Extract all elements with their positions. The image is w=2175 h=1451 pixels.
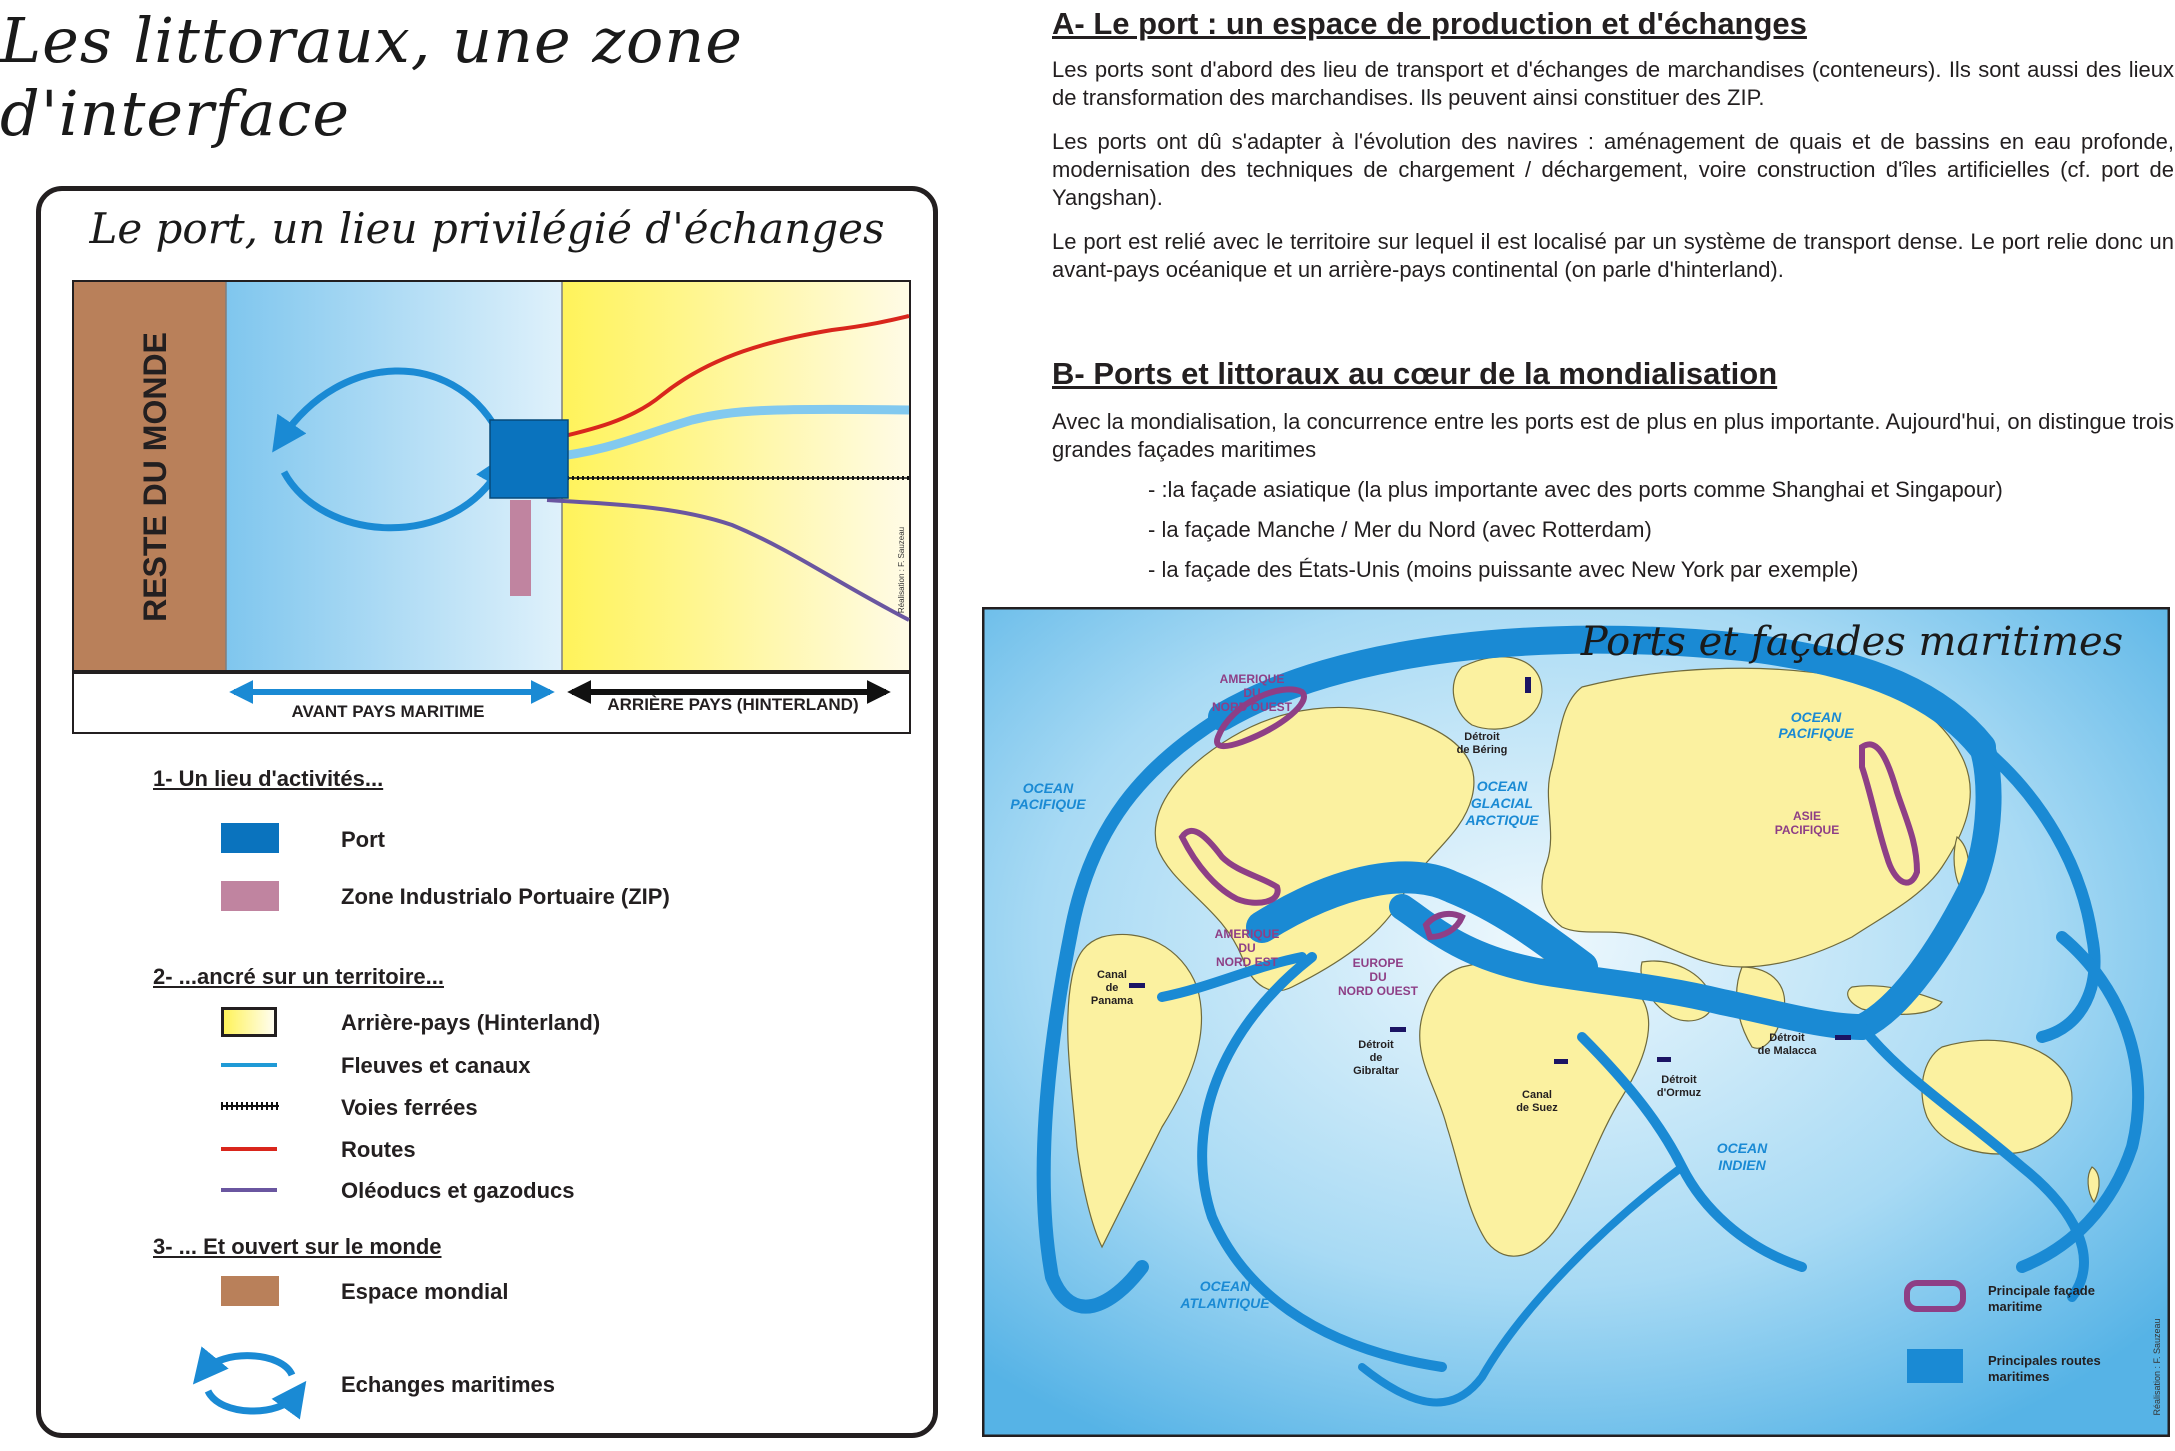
- ocean-label-atlantic: OCEAN: [1199, 1278, 1251, 1294]
- facade-label-ne-america-3: NORD EST: [1215, 955, 1279, 969]
- ocean-label-pacific-east: OCEAN: [1790, 709, 1842, 725]
- strait-label-suez: Canal: [1522, 1089, 1552, 1101]
- ocean-label-arctic: OCEAN: [1476, 778, 1528, 794]
- strait-label-suez-2: de Suez: [1516, 1102, 1558, 1114]
- facade-label-nw-america-3: NORD OUEST: [1211, 700, 1293, 714]
- exchange-cycle-icon: [192, 1345, 308, 1421]
- zip-block: [510, 500, 531, 596]
- facade-label-nw-america-2: DU: [1243, 686, 1261, 700]
- facade-label-nw-europe: EUROPE: [1352, 956, 1404, 970]
- strait-label-panama: Canal: [1097, 969, 1127, 981]
- strait-label-gibraltar-3: Gibraltar: [1353, 1065, 1399, 1077]
- facade-label-ne-america: AMERIQUE: [1214, 927, 1280, 941]
- map-credit: Réalisation : F. Sauzeau: [2152, 1318, 2162, 1416]
- legend-swatch-port: [221, 823, 279, 853]
- legend-label-routes: Principales routes: [1988, 1353, 2101, 1368]
- port-diagram: [72, 280, 911, 734]
- facade-label-ne-america-2: DU: [1238, 941, 1256, 955]
- section-a-paragraph-2: Les ports ont dû s'adapter à l'évolution des navires : aménagement de quais et de bassins en eau profonde, modernisation des techniques de chargement / déchargement, voire construction d'îles artificielles (cf. port de Yangshan).: [1052, 129, 2174, 210]
- facade-bullet-usa: - la façade des États-Unis (moins puissante avec New York par exemple): [1148, 557, 1859, 582]
- section-b-intro: Avec la mondialisation, la concurrence entre les ports est de plus en plus importante. Aujourd'hui, on distingue trois grandes façades maritimes: [1052, 409, 2174, 462]
- legend-swatch-railway: [221, 1099, 279, 1113]
- diagram-credit: Réalisation : F. Sauzeau: [897, 526, 906, 614]
- ocean-label-pacific-east-2: PACIFIQUE: [1778, 725, 1854, 741]
- legend-swatch-zip: [221, 881, 279, 911]
- legend-swatch-rivers: [221, 1063, 277, 1067]
- hinterland-zone: [562, 282, 909, 672]
- ocean-label-pacific-west: OCEAN: [1022, 780, 1074, 796]
- section-a-title: A- Le port : un espace de production et d'échanges: [1052, 6, 1807, 41]
- strait-label-hormuz-2: d'Ormuz: [1656, 1087, 1702, 1099]
- map-title: Ports et façades maritimes: [1580, 619, 2124, 665]
- legend-swatch-pipelines: [221, 1188, 277, 1192]
- facade-bullet-asia: - :la façade asiatique (la plus importante avec des ports comme Shanghai et Singapour): [1148, 477, 2003, 502]
- world-label: RESTE DU MONDE: [137, 332, 173, 622]
- section-a-paragraph-1: Les ports sont d'abord des lieu de transport et d'échanges de marchandises (conteneurs). Ils sont aussi des lieux de transformation des marchandises. Ils peuvent ainsi constituer des ZIP.: [1052, 57, 2174, 110]
- legend-label-routes-2: maritimes: [1988, 1369, 2050, 1384]
- facade-label-nw-europe-2: DU: [1369, 970, 1387, 984]
- legend-swatch-hinterland: [221, 1007, 277, 1037]
- legend-label-railway: Voies ferrées: [341, 1095, 478, 1120]
- ocean-label-indian-2: INDIEN: [1718, 1157, 1766, 1173]
- legend-heading-activities: 1- Un lieu d'activités...: [153, 766, 384, 791]
- strait-label-hormuz: Détroit: [1661, 1074, 1697, 1086]
- section-a-paragraph-3: Le port est relié avec le territoire sur lequel il est localisé par un système de transport dense. Le port relie donc un avant-pays océanique et un arrière-pays continental (on parle d'hinterland).: [1052, 229, 2174, 282]
- ocean-label-arctic-3: ARCTIQUE: [1465, 812, 1539, 828]
- legend-label-port: Port: [341, 827, 385, 852]
- legend-label-exchanges: Echanges maritimes: [341, 1372, 555, 1397]
- foreland-label: AVANT PAYS MARITIME: [291, 702, 485, 721]
- page-title: Les littoraux, une zone d'interface: [0, 4, 743, 150]
- section-b-title: B- Ports et littoraux au cœur de la mondialisation: [1052, 356, 1778, 391]
- facade-label-asia: ASIE: [1792, 809, 1822, 823]
- legend-swatch-world: [221, 1276, 279, 1306]
- legend-label-pipelines: Oléoducs et gazoducs: [341, 1178, 575, 1203]
- facade-label-nw-america: AMERIQUE: [1219, 672, 1285, 686]
- facade-label-asia-2: PACIFIQUE: [1774, 823, 1840, 837]
- ocean-label-arctic-2: GLACIAL: [1470, 795, 1534, 811]
- strait-label-gibraltar: Détroit: [1358, 1039, 1394, 1051]
- legend-label-hinterland: Arrière-pays (Hinterland): [341, 1010, 601, 1035]
- strait-label-gibraltar-2: de: [1369, 1052, 1383, 1064]
- legend-swatch-roads: [221, 1147, 277, 1151]
- ocean-label-atlantic-2: ATLANTIQUE: [1180, 1295, 1270, 1311]
- facade-label-nw-europe-3: NORD OUEST: [1337, 984, 1419, 998]
- legend-label-world: Espace mondial: [341, 1279, 509, 1304]
- legend-label-facade-2: maritime: [1988, 1299, 2043, 1314]
- port-panel-title: Le port, un lieu privilégié d'échanges: [89, 204, 885, 253]
- legend-heading-territory: 2- ...ancré sur un territoire...: [153, 964, 444, 989]
- strait-label-bering-2: de Béring: [1456, 744, 1508, 756]
- legend-heading-world: 3- ... Et ouvert sur le monde: [153, 1234, 442, 1259]
- ocean-label-indian: OCEAN: [1716, 1140, 1768, 1156]
- strait-label-malacca: Détroit: [1769, 1032, 1805, 1044]
- world-ports-map: [982, 607, 2170, 1437]
- legend-label-roads: Routes: [341, 1137, 416, 1162]
- facade-bullet-europe: - la façade Manche / Mer du Nord (avec Rotterdam): [1148, 517, 1652, 542]
- legend-swatch-routes: [1907, 1349, 1963, 1383]
- ocean-label-pacific-west-2: PACIFIQUE: [1010, 796, 1086, 812]
- legend-label-zip: Zone Industrialo Portuaire (ZIP): [341, 884, 670, 909]
- strait-label-bering: Détroit: [1464, 731, 1500, 743]
- strait-label-malacca-2: de Malacca: [1757, 1045, 1817, 1057]
- legend-label-facade: Principale façade: [1988, 1283, 2095, 1298]
- legend-label-rivers: Fleuves et canaux: [341, 1053, 531, 1078]
- hinterland-label: ARRIÈRE PAYS (HINTERLAND): [607, 695, 859, 714]
- port-block: [490, 420, 568, 498]
- strait-label-panama-3: Panama: [1090, 995, 1134, 1007]
- strait-label-panama-2: de: [1105, 982, 1119, 994]
